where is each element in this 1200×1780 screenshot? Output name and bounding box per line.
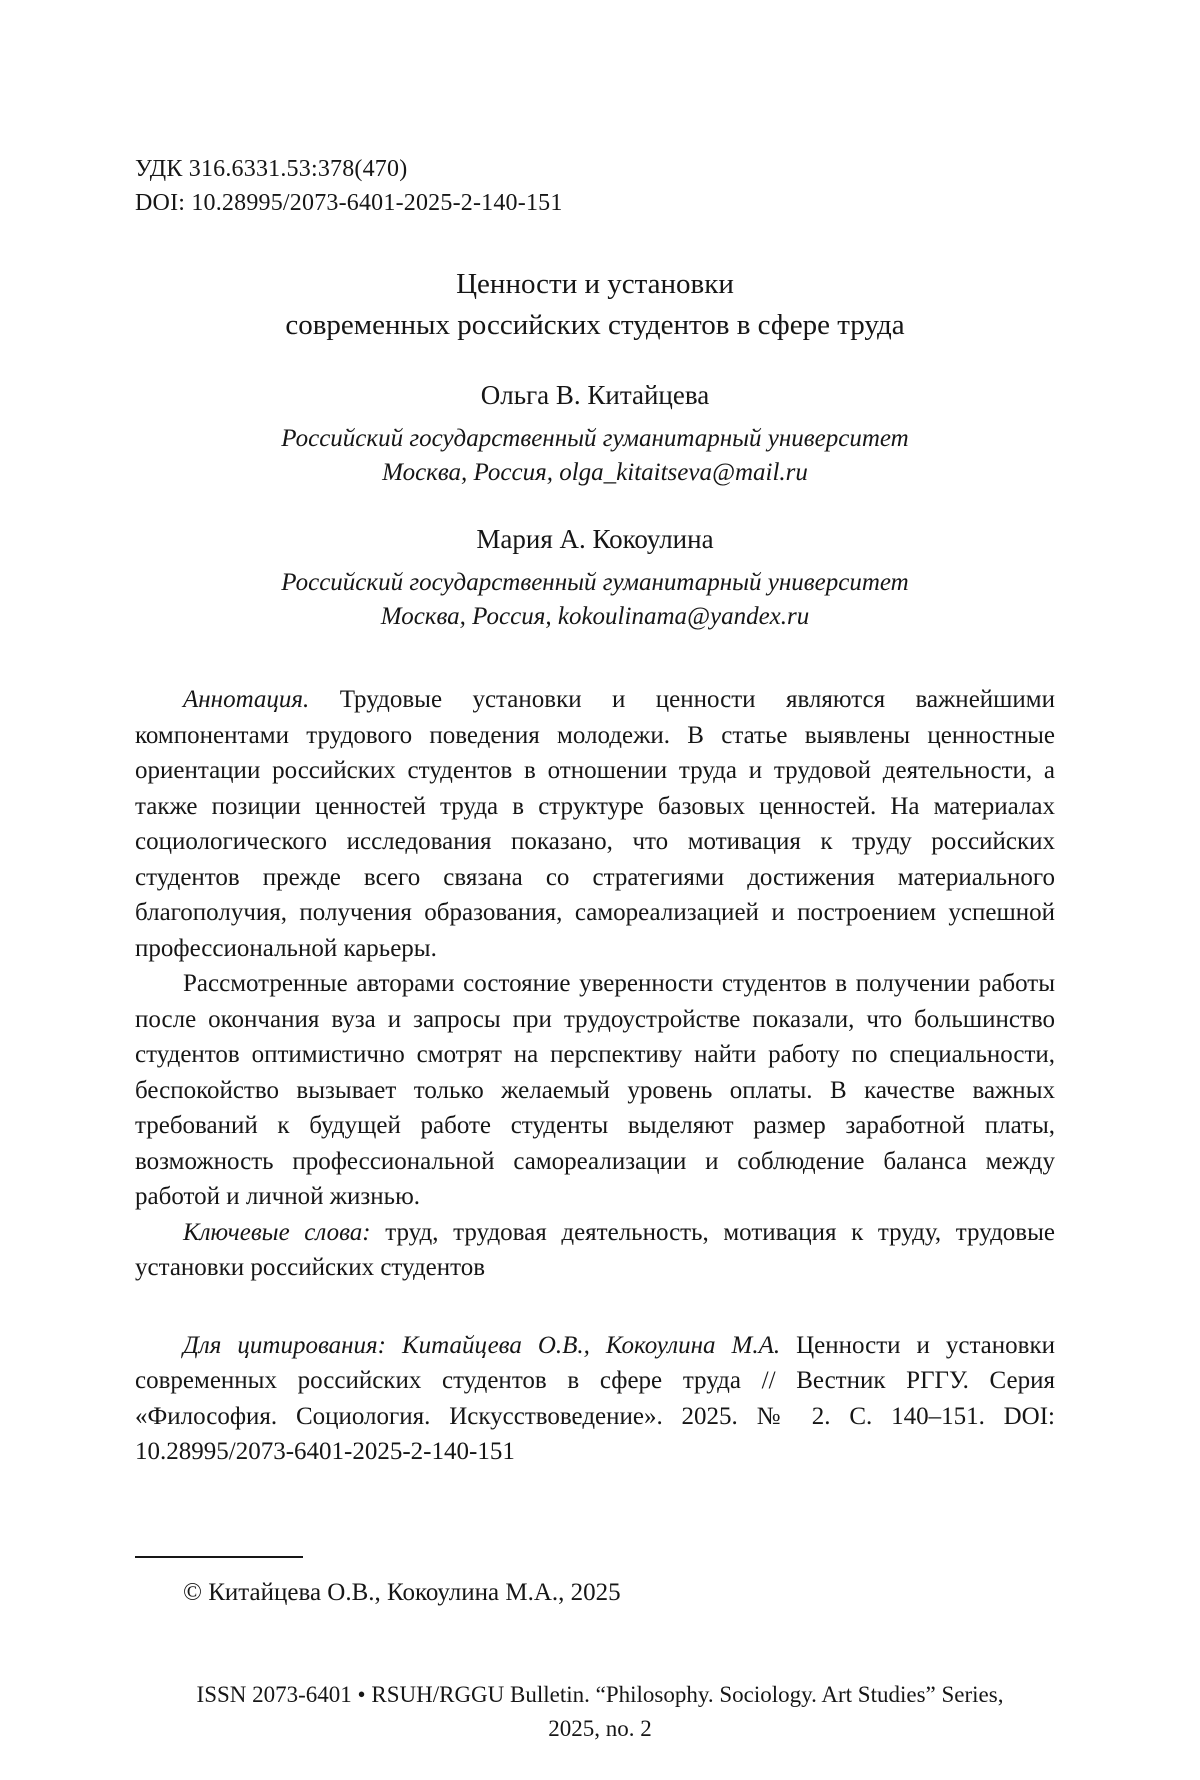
abstract-paragraph-1 — [135, 682, 1055, 966]
udc-line: УДК 316.6331.53:378(470) — [135, 156, 408, 182]
author-1-name: Ольга В. Китайцева — [480, 380, 710, 410]
citation-authors: Китайцева О.В., Кокоулина М.А. — [401, 1331, 781, 1359]
abstract-paragraph-2: Рассмотренные авторами состояние уверенности студентов в получении работы после окончания вуза и запросы при трудоустройстве показали, что большинство студентов оптимистично смотрят на перспективу найти работу по специальности, беспокойство вызывает только желаемый уровень оплаты. В качестве важных требований к будущей работе студенты выделяют размер заработной платы, возможность профессиональной самореализации и соблюдение баланса между работой и личной жизнью. — [135, 970, 1055, 1210]
author-2-location-email: Москва, Россия, kokoulinama@yandex.ru — [380, 603, 810, 630]
journal-footer — [60, 1678, 1140, 1746]
footer-issue-line: 2025, no. 2 — [548, 1716, 652, 1741]
author-block-2 — [135, 522, 1055, 634]
author-1-affiliation: Российский государственный гуманитарный университет — [281, 425, 909, 452]
keywords-paragraph — [135, 1215, 1055, 1286]
abstract-label: Аннотация. — [183, 686, 310, 713]
author-2-affiliation: Российский государственный гуманитарный университет — [281, 569, 909, 596]
copyright-line: © Китайцева О.В., Кокоулина М.А., 2025 — [183, 1579, 621, 1606]
citation-paragraph — [135, 1328, 1055, 1470]
doi-line: DOI: 10.28995/2073-6401-2025-2-140-151 — [135, 190, 563, 216]
citation-label: Для цитирования: — [183, 1331, 386, 1359]
abstract-section — [135, 682, 1055, 1286]
keywords-text: труд, трудовая деятельность, мотивация к труду, трудовые установки российских студентов — [135, 1218, 1055, 1281]
keywords-label: Ключевые слова: — [183, 1218, 371, 1246]
author-block-1 — [135, 378, 1055, 490]
author-1-location-email: Москва, Россия, olga_kitaitseva@mail.ru — [382, 459, 808, 486]
copyright-block — [135, 1556, 1055, 1610]
abstract-paragraph-1-text: Трудовые установки и ценности являются важнейшими компонентами трудового поведения молодежи. В статье выявлены ценностные ориентации российских студентов в отношении труда и трудовой деятельности, а также позиции ценностей труда в структуре базовых ценностей. На материалах социологического исследования показано, что мотивация к труду российских студентов прежде всего связана со стратегиями достижения материального благополучия, получения образования, самореализацией и построением успешной профессиональной карьеры. — [135, 686, 1055, 962]
citation-text: Ценности и установки современных российских студентов в сфере труда // Вестник РГГУ. Серия «Философия. Социология. Искусствоведение». 2025. № 2. С. 140–151. DOI: 10.28995/2073-6401-2025-2-140-151 — [135, 1331, 1055, 1465]
footnote-rule — [135, 1556, 303, 1558]
footer-issn-line: ISSN 2073-6401 • RSUH/RGGU Bulletin. “Philosophy. Sociology. Art Studies” Series, — [196, 1682, 1004, 1707]
article-title-line1: Ценности и установки — [456, 268, 734, 300]
article-title — [135, 264, 1055, 346]
header-identifiers — [135, 152, 1055, 220]
article-title-line2: современных российских студентов в сфере труда — [285, 309, 905, 341]
author-2-name: Мария А. Кокоулина — [476, 524, 714, 554]
